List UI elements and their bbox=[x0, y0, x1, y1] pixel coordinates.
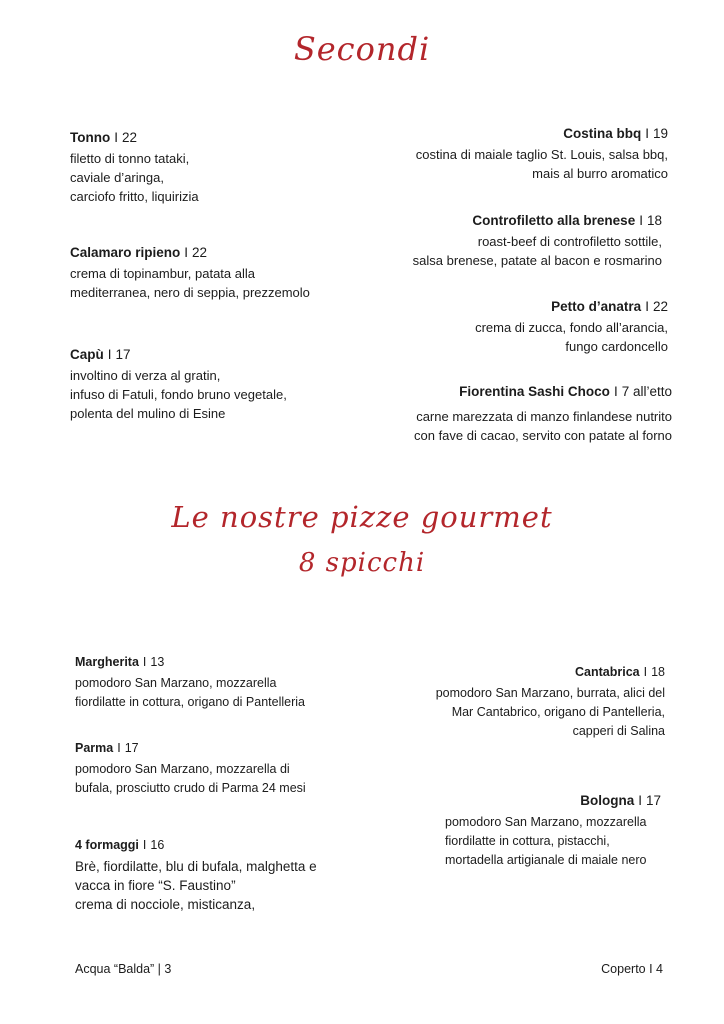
item-description: pomodoro San Marzano, mozzarella fiordilatte in cottura, origano di Pantelleria bbox=[75, 676, 305, 709]
item-separator: I bbox=[142, 838, 147, 852]
menu-item-costina-bbq bbox=[416, 124, 668, 183]
item-separator: I bbox=[613, 384, 618, 399]
item-separator: I bbox=[645, 299, 649, 314]
item-name: Margherita bbox=[75, 655, 139, 669]
item-description: pomodoro San Marzano, mozzarella fiordilatte in cottura, pistacchi, mortadella artigianale di maiale nero bbox=[445, 815, 647, 867]
item-name: Capù bbox=[70, 347, 104, 362]
item-price: 22 bbox=[652, 299, 668, 314]
item-separator: I bbox=[114, 130, 118, 145]
pizze-title: Le nostre pizze gourmet bbox=[171, 500, 553, 534]
menu-item-fiorentina bbox=[414, 382, 672, 445]
item-separator: I bbox=[639, 213, 643, 228]
menu-item-controfiletto bbox=[413, 211, 662, 270]
item-description: Brè, fiordilatte, blu di bufala, malghetta e vacca in fiore “S. Faustino” crema di nocciole, misticanza, bbox=[75, 859, 317, 912]
item-description: pomodoro San Marzano, burrata, alici del Mar Cantabrico, origano di Pantelleria, capperi di Salina bbox=[435, 686, 665, 738]
item-separator: I bbox=[142, 655, 147, 669]
menu-item-parma bbox=[75, 739, 306, 798]
item-price: 22 bbox=[122, 130, 138, 145]
item-name: Parma bbox=[75, 741, 114, 755]
item-price: 17 bbox=[124, 741, 139, 755]
item-description: crema di zucca, fondo all’arancia, fungo cardoncello bbox=[475, 320, 668, 354]
menu-item-bologna bbox=[445, 791, 661, 870]
item-price: 17 bbox=[115, 347, 131, 362]
item-description: involtino di verza al gratin, infuso di Fatuli, fondo bruno vegetale, polenta del mulino di Esine bbox=[70, 368, 287, 421]
menu-item-tonno bbox=[70, 128, 199, 206]
menu-item-petto-anatra bbox=[475, 297, 668, 356]
item-description: carne marezzata di manzo finlandese nutrito con fave di cacao, servito con patate al forno bbox=[414, 409, 672, 443]
item-separator: I bbox=[184, 245, 189, 260]
item-price: 18 bbox=[651, 665, 665, 679]
item-name: Controfiletto alla brenese bbox=[472, 213, 636, 228]
menu-item-4-formaggi bbox=[75, 836, 317, 914]
item-description: roast-beef di controfiletto sottile, salsa brenese, patate al bacon e rosmarino bbox=[412, 234, 662, 268]
pizze-subtitle: 8 spicchi bbox=[298, 548, 426, 578]
item-price: 19 bbox=[652, 126, 668, 141]
item-price: 22 bbox=[192, 245, 208, 260]
item-name: Petto d’anatra bbox=[551, 299, 642, 314]
secondi-title: Secondi bbox=[293, 30, 431, 68]
item-name: Bologna bbox=[580, 793, 635, 808]
item-name: 4 formaggi bbox=[75, 838, 139, 852]
menu-item-capu bbox=[70, 345, 287, 423]
item-price: 18 bbox=[646, 213, 662, 228]
menu-item-margherita bbox=[75, 653, 305, 712]
footer-acqua: Acqua “Balda” | 3 bbox=[75, 962, 172, 976]
item-separator: I bbox=[645, 126, 649, 141]
item-price: 16 bbox=[150, 838, 165, 852]
item-price: 17 bbox=[645, 793, 661, 808]
item-separator: I bbox=[107, 347, 112, 362]
item-separator: I bbox=[638, 793, 642, 808]
item-name: Tonno bbox=[70, 130, 111, 145]
menu-item-calamaro-ripieno bbox=[70, 243, 310, 302]
item-price: 13 bbox=[150, 655, 165, 669]
item-description: costina di maiale taglio St. Louis, salsa bbq, mais al burro aromatico bbox=[415, 147, 668, 181]
item-description: filetto di tonno tataki, caviale d’aringa, carciofo fritto, liquirizia bbox=[70, 151, 199, 204]
menu-item-cantabrica bbox=[436, 663, 665, 741]
item-name: Cantabrica bbox=[575, 665, 640, 679]
item-separator: I bbox=[117, 741, 121, 755]
item-name: Costina bbq bbox=[563, 126, 642, 141]
item-name: Calamaro ripieno bbox=[70, 245, 181, 260]
item-name: Fiorentina Sashi Choco bbox=[459, 384, 610, 399]
item-separator: I bbox=[643, 665, 648, 679]
footer-coperto: Coperto I 4 bbox=[601, 962, 663, 976]
item-description: pomodoro San Marzano, mozzarella di bufala, prosciutto crudo di Parma 24 mesi bbox=[75, 762, 306, 795]
item-description: crema di topinambur, patata alla mediterranea, nero di seppia, prezzemolo bbox=[70, 266, 310, 300]
item-price: 7 all’etto bbox=[621, 384, 672, 399]
